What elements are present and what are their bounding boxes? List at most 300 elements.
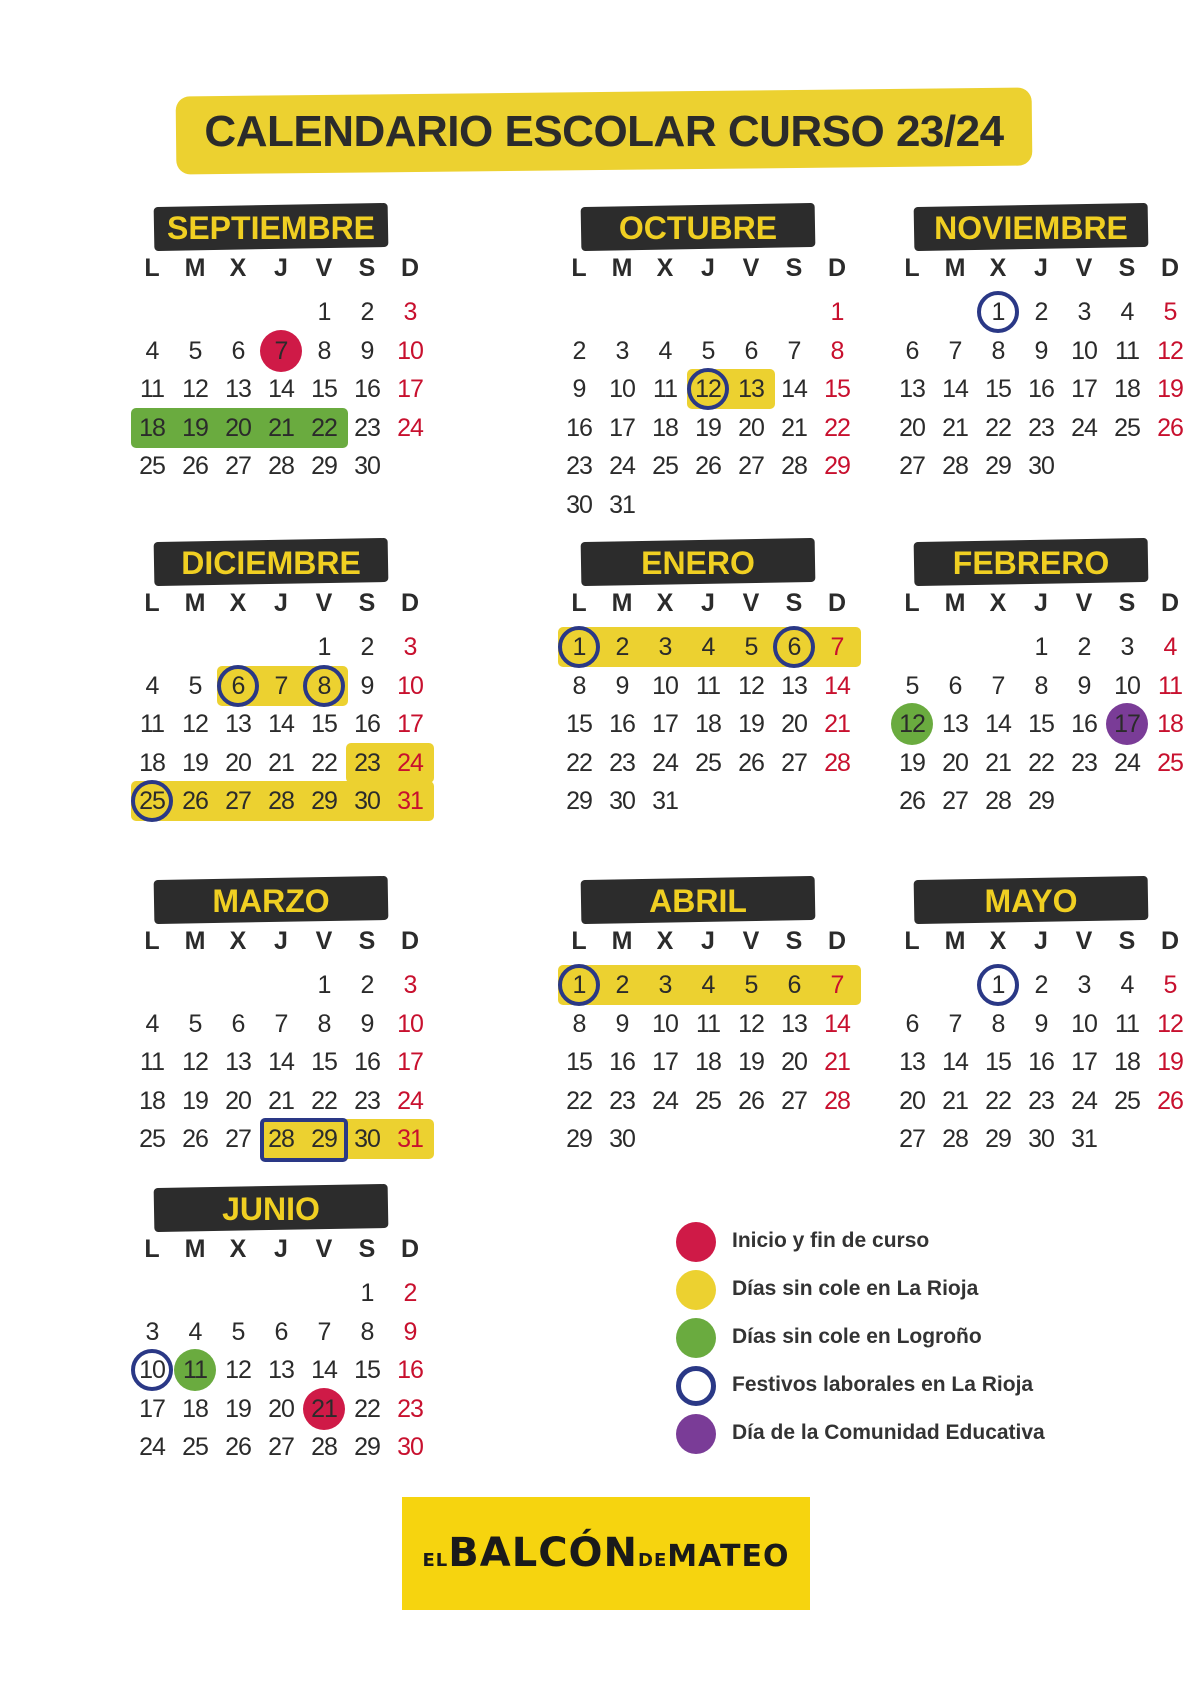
weekday-v: V: [742, 254, 760, 282]
day-cell: 26: [738, 1086, 764, 1115]
day-cell: 13: [738, 375, 764, 403]
day-cell: 13: [225, 375, 251, 403]
day-cell: 7: [991, 671, 1005, 700]
day-cell: 9: [360, 336, 374, 365]
day-cell: 4: [145, 336, 159, 365]
weekday-s: S: [358, 254, 376, 282]
day-cell: 9: [1077, 671, 1091, 700]
day-cell: 2: [615, 633, 629, 661]
day-cell: 22: [1028, 748, 1054, 777]
day-cell: 23: [1028, 413, 1054, 442]
day-cell: 10: [397, 336, 423, 365]
weekday-d: D: [400, 1235, 420, 1263]
month-junio: [132, 1186, 442, 1516]
day-cell: 2: [572, 336, 586, 365]
weekday-x: X: [229, 589, 247, 617]
day-cell: 12: [738, 1009, 764, 1038]
day-cell: 23: [566, 452, 592, 480]
weekday-s: S: [785, 927, 803, 955]
day-cell: 23: [1028, 1086, 1054, 1115]
day-cell: 9: [1034, 336, 1048, 365]
day-cell: 21: [268, 1086, 294, 1115]
day-cell: 21: [268, 413, 294, 442]
weekday-v: V: [315, 1235, 333, 1263]
day-cell: 31: [652, 787, 678, 815]
day-cell: 31: [397, 1125, 423, 1153]
day-cell: 27: [738, 452, 764, 480]
weekday-v: V: [315, 589, 333, 617]
day-cell: 4: [1120, 298, 1134, 326]
day-cell: 2: [1034, 298, 1048, 326]
day-cell: 24: [397, 748, 423, 777]
day-cell: 11: [140, 375, 164, 403]
day-cell: 29: [566, 787, 592, 815]
day-cell: 27: [225, 1125, 251, 1153]
day-cell: 6: [274, 1317, 288, 1346]
weekday-d: D: [1160, 254, 1180, 282]
day-cell: 11: [1158, 671, 1182, 700]
month-name: ABRIL: [649, 883, 747, 919]
month-marzo: [132, 878, 442, 1208]
day-cell: 22: [985, 413, 1011, 442]
day-cell: 6: [905, 336, 919, 365]
day-cell: 8: [830, 336, 844, 365]
weekday-d: D: [400, 927, 420, 955]
day-cell: 18: [695, 1048, 721, 1076]
day-cell: 5: [188, 336, 202, 365]
weekday-v: V: [315, 254, 333, 282]
weekday-d: D: [1160, 927, 1180, 955]
weekday-x: X: [989, 254, 1007, 282]
day-cell: 31: [1071, 1125, 1097, 1153]
day-cell: 18: [139, 748, 165, 777]
day-cell: 22: [311, 748, 337, 777]
day-cell: 12: [695, 375, 721, 403]
day-cell: 21: [311, 1394, 337, 1423]
day-cell: 23: [397, 1394, 423, 1423]
weekday-x: X: [989, 927, 1007, 955]
legend-label: Inicio y fin de curso: [732, 1229, 930, 1252]
day-cell: 2: [403, 1279, 417, 1307]
day-cell: 11: [140, 710, 164, 738]
day-cell: 6: [787, 971, 801, 999]
day-cell: 8: [317, 1009, 331, 1038]
day-cell: 3: [1120, 633, 1134, 661]
day-cell: 17: [139, 1394, 165, 1423]
day-cell: 25: [182, 1433, 208, 1461]
legend-label: Festivos laborales en La Rioja: [732, 1373, 1034, 1396]
day-cell: 8: [1034, 671, 1048, 700]
day-cell: 31: [609, 490, 635, 519]
day-cell: 23: [354, 748, 380, 777]
logo-de: DE: [638, 1550, 668, 1571]
weekday-x: X: [989, 589, 1007, 617]
day-cell: 1: [830, 298, 844, 326]
weekday-v: V: [1075, 927, 1093, 955]
day-cell: 14: [824, 671, 850, 700]
day-cell: 13: [781, 671, 807, 700]
day-cell: 28: [781, 452, 807, 480]
weekday-l: L: [904, 254, 920, 282]
day-cell: 6: [231, 1009, 245, 1038]
day-cell: 15: [311, 375, 337, 403]
day-cell: 24: [652, 748, 678, 777]
day-cell: 15: [824, 375, 850, 403]
day-cell: 26: [1157, 413, 1183, 442]
day-cell: 16: [566, 413, 592, 442]
day-cell: 30: [354, 787, 380, 815]
weekday-x: X: [229, 254, 247, 282]
day-cell: 6: [905, 1009, 919, 1038]
day-cell: 25: [1114, 413, 1140, 442]
day-cell: 30: [566, 490, 592, 519]
day-cell: 29: [985, 452, 1011, 480]
day-cell: 21: [781, 413, 807, 442]
day-cell: 5: [188, 1009, 202, 1038]
day-cell: 12: [182, 1048, 208, 1076]
month-noviembre: [892, 205, 1200, 535]
day-cell: 25: [695, 748, 721, 777]
day-cell: 1: [317, 633, 331, 661]
day-cell: 24: [397, 413, 423, 442]
day-cell: 10: [397, 1009, 423, 1038]
weekday-v: V: [1075, 254, 1093, 282]
day-cell: 4: [701, 633, 715, 661]
day-cell: 21: [824, 1048, 850, 1076]
day-cell: 14: [781, 375, 807, 403]
day-cell: 24: [139, 1433, 165, 1461]
weekday-s: S: [785, 589, 803, 617]
day-cell: 11: [140, 1048, 164, 1076]
day-cell: 12: [182, 710, 208, 738]
day-cell: 28: [268, 787, 294, 815]
month-name: MARZO: [212, 883, 330, 919]
day-cell: 26: [738, 748, 764, 777]
day-cell: 6: [787, 633, 801, 661]
day-cell: 18: [1114, 1048, 1140, 1076]
month-diciembre: [132, 540, 442, 870]
day-cell: 29: [1028, 787, 1054, 815]
day-cell: 9: [615, 671, 629, 700]
day-cell: 7: [274, 1009, 288, 1038]
day-cell: 8: [317, 336, 331, 365]
day-cell: 9: [1034, 1009, 1048, 1038]
day-cell: 15: [1028, 710, 1054, 738]
day-cell: 24: [652, 1086, 678, 1115]
day-cell: 14: [268, 375, 294, 403]
day-cell: 8: [572, 671, 586, 700]
day-cell: 9: [572, 375, 586, 403]
weekday-s: S: [358, 589, 376, 617]
day-cell: 12: [738, 671, 764, 700]
day-cell: 25: [1157, 748, 1183, 777]
day-cell: 9: [360, 671, 374, 700]
day-cell: 7: [830, 633, 844, 661]
day-cell: 10: [1114, 671, 1140, 700]
day-cell: 14: [311, 1356, 337, 1384]
day-cell: 13: [225, 710, 251, 738]
day-cell: 8: [572, 1009, 586, 1038]
day-cell: 15: [566, 1048, 592, 1076]
day-cell: 20: [781, 1048, 807, 1076]
day-cell: 7: [948, 1009, 962, 1038]
day-cell: 19: [225, 1394, 251, 1423]
day-cell: 17: [1114, 710, 1140, 738]
day-cell: 30: [1028, 452, 1054, 480]
day-cell: 19: [899, 748, 925, 777]
day-cell: 14: [268, 710, 294, 738]
day-cell: 8: [991, 336, 1005, 365]
weekday-l: L: [144, 927, 160, 955]
legend-label: Días sin cole en Logroño: [732, 1325, 982, 1348]
day-cell: 24: [609, 452, 635, 480]
logo-mateo: MATEO: [667, 1539, 790, 1574]
weekday-s: S: [358, 927, 376, 955]
weekday-j: J: [274, 927, 288, 955]
day-cell: 10: [609, 375, 635, 403]
day-cell: 29: [311, 452, 337, 480]
day-cell: 8: [360, 1317, 374, 1346]
day-cell: 25: [139, 1125, 165, 1153]
day-cell: 11: [183, 1356, 207, 1384]
day-cell: 20: [225, 413, 251, 442]
day-cell: 21: [268, 748, 294, 777]
day-cell: 22: [824, 413, 850, 442]
day-cell: 1: [1034, 633, 1048, 661]
month-enero: [559, 540, 869, 870]
day-cell: 3: [658, 633, 672, 661]
legend-dot-comunidad: [676, 1414, 716, 1454]
weekday-d: D: [827, 254, 847, 282]
day-cell: 9: [615, 1009, 629, 1038]
day-cell: 7: [948, 336, 962, 365]
day-cell: 21: [824, 710, 850, 738]
day-cell: 30: [609, 787, 635, 815]
day-cell: 7: [274, 671, 288, 700]
logo: [402, 1497, 810, 1610]
day-cell: 22: [566, 748, 592, 777]
day-cell: 16: [609, 710, 635, 738]
weekday-x: X: [229, 927, 247, 955]
month-name: FEBRERO: [952, 545, 1110, 581]
day-cell: 25: [139, 452, 165, 480]
day-cell: 8: [991, 1009, 1005, 1038]
day-cell: 14: [942, 375, 968, 403]
day-cell: 13: [899, 1048, 925, 1076]
day-cell: 7: [317, 1317, 331, 1346]
day-cell: 26: [1157, 1086, 1183, 1115]
day-cell: 27: [781, 1086, 807, 1115]
day-cell: 2: [1034, 971, 1048, 999]
month-name: MAYO: [984, 883, 1078, 919]
day-cell: 10: [652, 1009, 678, 1038]
day-cell: 19: [738, 710, 764, 738]
day-cell: 5: [188, 671, 202, 700]
day-cell: 28: [942, 452, 968, 480]
weekday-j: J: [274, 254, 288, 282]
day-cell: 12: [1157, 1009, 1183, 1038]
weekday-m: M: [184, 254, 206, 282]
weekday-m: M: [611, 927, 633, 955]
day-cell: 18: [652, 413, 678, 442]
day-cell: 24: [1071, 1086, 1097, 1115]
day-cell: 17: [397, 1048, 423, 1076]
day-cell: 11: [696, 1009, 720, 1038]
day-cell: 30: [609, 1125, 635, 1153]
day-cell: 6: [744, 336, 758, 365]
day-cell: 12: [1157, 336, 1183, 365]
weekday-l: L: [904, 927, 920, 955]
day-cell: 11: [653, 375, 677, 403]
day-cell: 12: [182, 375, 208, 403]
weekday-l: L: [144, 254, 160, 282]
weekday-m: M: [944, 589, 966, 617]
day-cell: 19: [182, 1086, 208, 1115]
day-cell: 17: [1071, 375, 1097, 403]
day-cell: 21: [942, 1086, 968, 1115]
weekday-v: V: [315, 927, 333, 955]
day-cell: 5: [701, 336, 715, 365]
day-cell: 3: [615, 336, 629, 365]
day-cell: 27: [225, 787, 251, 815]
day-cell: 20: [781, 710, 807, 738]
day-cell: 18: [139, 1086, 165, 1115]
day-cell: 4: [1163, 633, 1177, 661]
day-cell: 18: [1157, 710, 1183, 738]
weekday-j: J: [701, 254, 715, 282]
day-cell: 22: [354, 1394, 380, 1423]
day-cell: 3: [1077, 971, 1091, 999]
day-cell: 27: [942, 787, 968, 815]
day-cell: 4: [1120, 971, 1134, 999]
weekday-l: L: [571, 927, 587, 955]
day-cell: 14: [268, 1048, 294, 1076]
day-cell: 23: [354, 413, 380, 442]
day-cell: 1: [991, 971, 1005, 999]
day-cell: 19: [182, 748, 208, 777]
weekday-m: M: [184, 589, 206, 617]
day-cell: 3: [403, 298, 417, 326]
weekday-j: J: [701, 927, 715, 955]
day-cell: 17: [397, 375, 423, 403]
day-cell: 9: [403, 1317, 417, 1346]
month-abril: [559, 878, 869, 1208]
day-cell: 26: [225, 1433, 251, 1461]
day-cell: 29: [985, 1125, 1011, 1153]
day-cell: 28: [824, 1086, 850, 1115]
day-cell: 10: [139, 1356, 165, 1384]
page-title: CALENDARIO ESCOLAR CURSO 23/24: [204, 107, 1004, 156]
day-cell: 27: [225, 452, 251, 480]
day-cell: 22: [311, 413, 337, 442]
day-cell: 10: [1071, 336, 1097, 365]
day-cell: 16: [1028, 1048, 1054, 1076]
day-cell: 29: [311, 1125, 337, 1153]
logo-el: EL: [422, 1550, 449, 1571]
day-cell: 15: [566, 710, 592, 738]
weekday-j: J: [1034, 927, 1048, 955]
weekday-l: L: [571, 589, 587, 617]
day-cell: 18: [1114, 375, 1140, 403]
day-cell: 13: [942, 710, 968, 738]
day-cell: 30: [354, 452, 380, 480]
day-cell: 16: [354, 710, 380, 738]
weekday-j: J: [1034, 254, 1048, 282]
day-cell: 23: [1071, 748, 1097, 777]
day-cell: 28: [942, 1125, 968, 1153]
legend-dot-festivo: [676, 1366, 716, 1406]
day-cell: 29: [354, 1433, 380, 1461]
weekday-l: L: [144, 1235, 160, 1263]
weekday-d: D: [400, 254, 420, 282]
month-name: SEPTIEMBRE: [166, 210, 376, 246]
day-cell: 28: [824, 748, 850, 777]
weekday-l: L: [571, 254, 587, 282]
day-cell: 28: [268, 1125, 294, 1153]
day-cell: 25: [652, 452, 678, 480]
day-cell: 1: [317, 298, 331, 326]
day-cell: 3: [145, 1317, 159, 1346]
day-cell: 19: [1157, 375, 1183, 403]
day-cell: 1: [572, 971, 586, 999]
legend-dot-logrono: [676, 1318, 716, 1358]
day-cell: 8: [317, 671, 331, 700]
day-cell: 13: [781, 1009, 807, 1038]
day-cell: 18: [695, 710, 721, 738]
day-cell: 27: [268, 1433, 294, 1461]
day-cell: 27: [781, 748, 807, 777]
day-cell: 13: [268, 1356, 294, 1384]
weekday-v: V: [742, 589, 760, 617]
legend-label: Días sin cole en La Rioja: [732, 1277, 979, 1300]
day-cell: 11: [1115, 1009, 1139, 1038]
weekday-x: X: [656, 589, 674, 617]
day-cell: 15: [354, 1356, 380, 1384]
day-cell: 20: [268, 1394, 294, 1423]
day-cell: 25: [1114, 1086, 1140, 1115]
day-cell: 17: [609, 413, 635, 442]
month-septiembre: [132, 205, 442, 535]
day-cell: 7: [787, 336, 801, 365]
day-cell: 19: [1157, 1048, 1183, 1076]
day-cell: 2: [360, 633, 374, 661]
day-cell: 25: [139, 787, 165, 815]
weekday-j: J: [274, 589, 288, 617]
weekday-d: D: [400, 589, 420, 617]
day-cell: 3: [403, 633, 417, 661]
weekday-s: S: [1118, 589, 1136, 617]
day-cell: 5: [1163, 971, 1177, 999]
day-cell: 17: [1071, 1048, 1097, 1076]
day-cell: 1: [572, 633, 586, 661]
day-cell: 27: [899, 1125, 925, 1153]
weekday-v: V: [1075, 589, 1093, 617]
weekday-m: M: [184, 927, 206, 955]
month-octubre: [559, 205, 869, 535]
day-cell: 2: [360, 298, 374, 326]
weekday-l: L: [144, 589, 160, 617]
day-cell: 13: [899, 375, 925, 403]
weekday-s: S: [358, 1235, 376, 1263]
day-cell: 15: [985, 1048, 1011, 1076]
day-cell: 22: [985, 1086, 1011, 1115]
day-cell: 26: [182, 1125, 208, 1153]
day-cell: 24: [1114, 748, 1140, 777]
day-cell: 20: [942, 748, 968, 777]
month-febrero: [892, 540, 1200, 870]
day-cell: 16: [609, 1048, 635, 1076]
legend-label: Día de la Comunidad Educativa: [732, 1421, 1045, 1444]
